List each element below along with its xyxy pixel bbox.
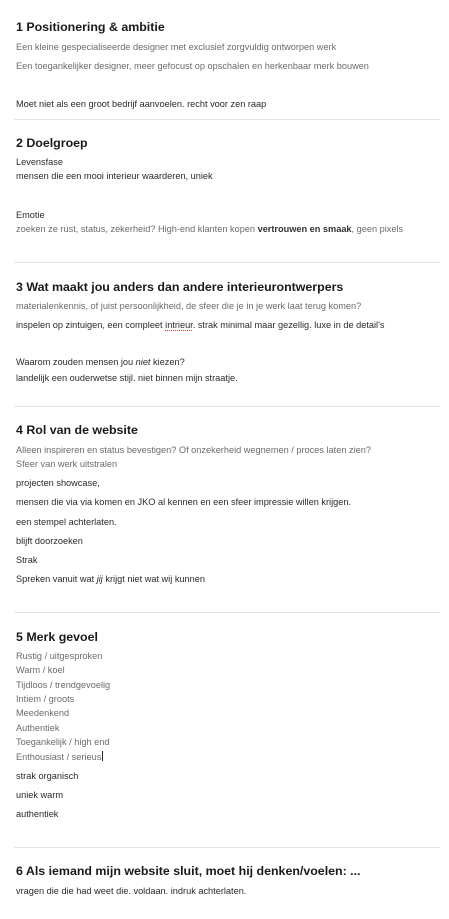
- answer-text[interactable]: authentiek: [16, 809, 59, 819]
- text-span: Enthousiast / serieus: [16, 752, 102, 762]
- misspelled-word[interactable]: intrieur: [165, 320, 193, 330]
- answer-text[interactable]: Strak: [16, 555, 38, 565]
- question-text: materialenkennis, of juist persoonlijkheid, de sfeer die je in je werk laat terug komen?: [16, 301, 362, 311]
- italic-text: niet: [135, 357, 151, 367]
- label-text: Emotie: [16, 210, 45, 220]
- question-text: Een toegankelijker designer, meer gefocust op opschalen en herkenbaar merk bouwen: [16, 61, 369, 71]
- italic-text: jij: [96, 574, 103, 584]
- answer-text[interactable]: een stempel achterlaten.: [16, 517, 117, 527]
- question-text: Alleen inspireren en status bevestigen? Of onzekerheid wegnemen / proces laten zien?: [16, 445, 371, 455]
- option-text: Rustig / uitgesproken: [16, 651, 103, 661]
- bold-text: vertrouwen en smaak: [257, 224, 352, 234]
- section-divider: [14, 847, 440, 848]
- section-title: 3 Wat maakt jou anders dan andere interieurontwerpers: [16, 280, 344, 294]
- answer-text[interactable]: blijft doorzoeken: [16, 536, 83, 546]
- option-text: Tijdloos / trendgevoelig: [16, 680, 111, 690]
- question-text: Een kleine gespecialiseerde designer met exclusief zorgvuldig ontworpen werk: [16, 42, 337, 52]
- section-title: 6 Als iemand mijn website sluit, moet hij denken/voelen: ...: [16, 864, 361, 878]
- section-divider: [14, 406, 440, 407]
- option-text[interactable]: [16, 751, 103, 763]
- answer-text[interactable]: mensen die een mooi interieur waarderen, uniek: [16, 171, 213, 181]
- option-text: Warm / koel: [16, 665, 65, 675]
- section-divider: [14, 119, 440, 120]
- question-text: Sfeer van werk uitstralen: [16, 459, 118, 469]
- section-title: 2 Doelgroep: [16, 136, 88, 150]
- answer-text[interactable]: Moet niet als een groot bedrijf aanvoelen. recht voor zen raap: [16, 99, 267, 109]
- option-text: Authentiek: [16, 723, 60, 733]
- text-span: krijgt niet wat wij kunnen: [102, 574, 205, 584]
- answer-text[interactable]: projecten showcase,: [16, 478, 100, 488]
- answer-text[interactable]: [16, 573, 205, 585]
- section-title: 5 Merk gevoel: [16, 630, 98, 644]
- question-text: [16, 223, 403, 235]
- answer-text[interactable]: strak organisch: [16, 771, 79, 781]
- text-span: inspelen op zintuigen, een compleet: [16, 320, 166, 330]
- text-cursor: [102, 751, 103, 761]
- section-divider: [14, 612, 440, 613]
- section-title: 1 Positionering & ambitie: [16, 20, 165, 34]
- text-span: Spreken vanuit wat: [16, 574, 97, 584]
- option-text: Toegankelijk / high end: [16, 737, 110, 747]
- label-text: Levensfase: [16, 157, 63, 167]
- option-text: Intiem / groots: [16, 694, 75, 704]
- answer-text[interactable]: [16, 319, 384, 331]
- text-span: Waarom zouden mensen jou: [16, 357, 136, 367]
- section-divider: [14, 262, 440, 263]
- text-span: kiezen?: [150, 357, 185, 367]
- text-span: , geen pixels: [351, 224, 404, 234]
- option-text: Meedenkend: [16, 708, 70, 718]
- answer-text[interactable]: vragen die die had weet die. voldaan. indruk achterlaten.: [16, 886, 247, 896]
- text-span: . strak minimal maar gezellig. luxe in de detail's: [192, 320, 385, 330]
- answer-text[interactable]: uniek warm: [16, 790, 63, 800]
- text-span: zoeken ze rust, status, zekerheid? High-end klanten kopen: [16, 224, 258, 234]
- answer-text[interactable]: mensen die via via komen en JKO al kennen en een sfeer impressie willen krijgen.: [16, 497, 352, 507]
- question-text: [16, 356, 185, 368]
- section-title: 4 Rol van de website: [16, 423, 138, 437]
- answer-text[interactable]: landelijk een ouderwetse stijl. niet binnen mijn straatje.: [16, 373, 238, 383]
